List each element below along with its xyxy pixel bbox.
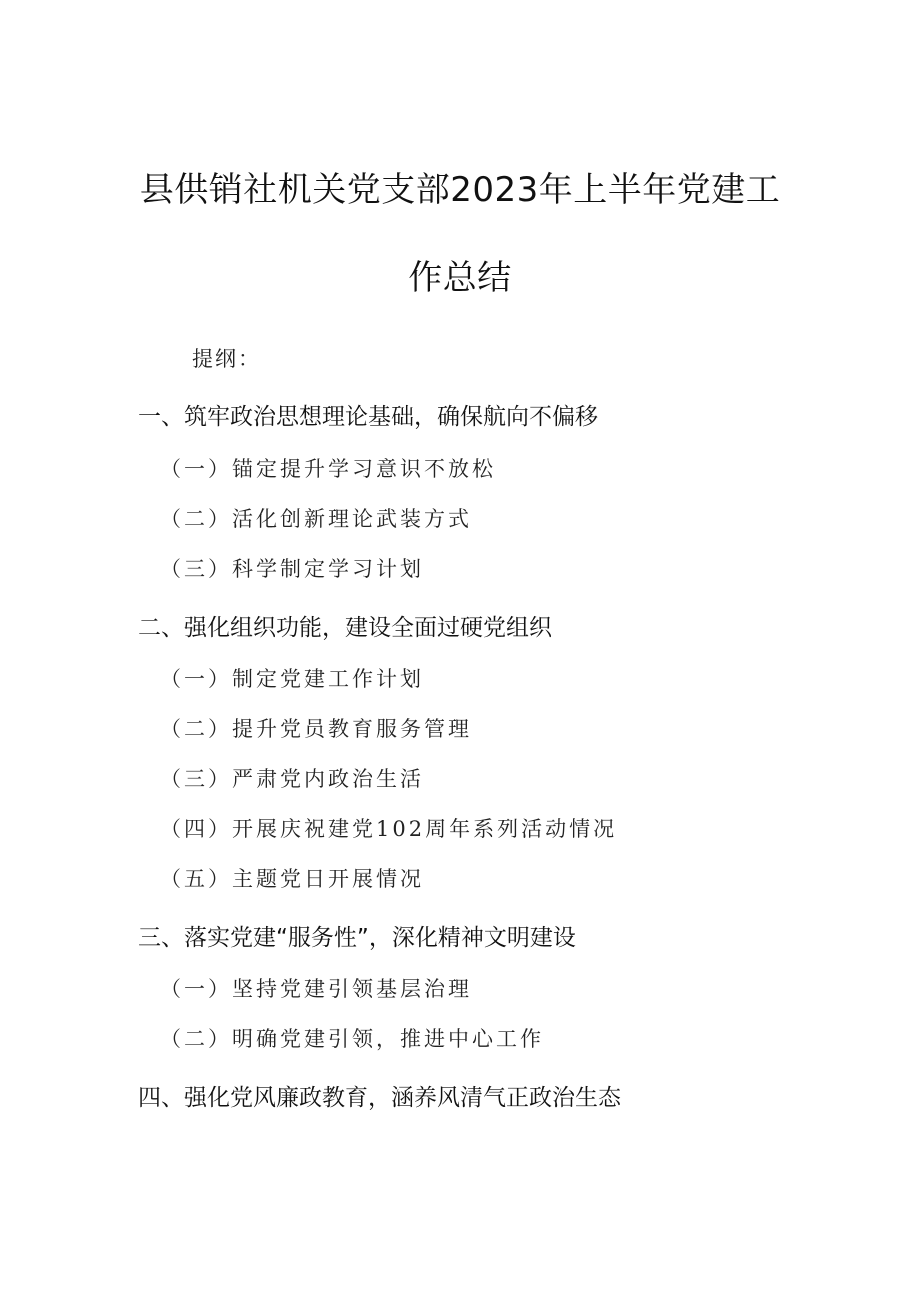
document-title-line-2: 作总结 — [408, 258, 512, 298]
section-3-item-2: （二）明确党建引领，推进中心工作 — [160, 1027, 544, 1051]
section-2-item-4: （四）开展庆祝建党102周年系列活动情况 — [160, 817, 618, 841]
document-title-line-1: 县供销社机关党支部2023年上半年党建工 — [139, 170, 781, 210]
section-heading-1: 一、筑牢政治思想理论基础，确保航向不偏移 — [138, 404, 598, 430]
section-3-item-1: （一）坚持党建引领基层治理 — [160, 977, 472, 1001]
section-heading-2: 二、强化组织功能，建设全面过硬党组织 — [138, 615, 552, 641]
outline-label: 提纲： — [192, 347, 261, 371]
section-heading-4: 四、强化党风廉政教育，涵养风清气正政治生态 — [138, 1085, 621, 1111]
section-1-item-3: （三）科学制定学习计划 — [160, 557, 424, 581]
section-heading-3: 三、落实党建“服务性”，深化精神文明建设 — [138, 925, 576, 951]
section-2-item-3: （三）严肃党内政治生活 — [160, 767, 424, 791]
section-1-item-2: （二）活化创新理论武装方式 — [160, 507, 472, 531]
section-2-item-5: （五）主题党日开展情况 — [160, 867, 424, 891]
section-2-item-1: （一）制定党建工作计划 — [160, 667, 424, 691]
section-1-item-1: （一）锚定提升学习意识不放松 — [160, 457, 496, 481]
section-2-item-2: （二）提升党员教育服务管理 — [160, 717, 472, 741]
